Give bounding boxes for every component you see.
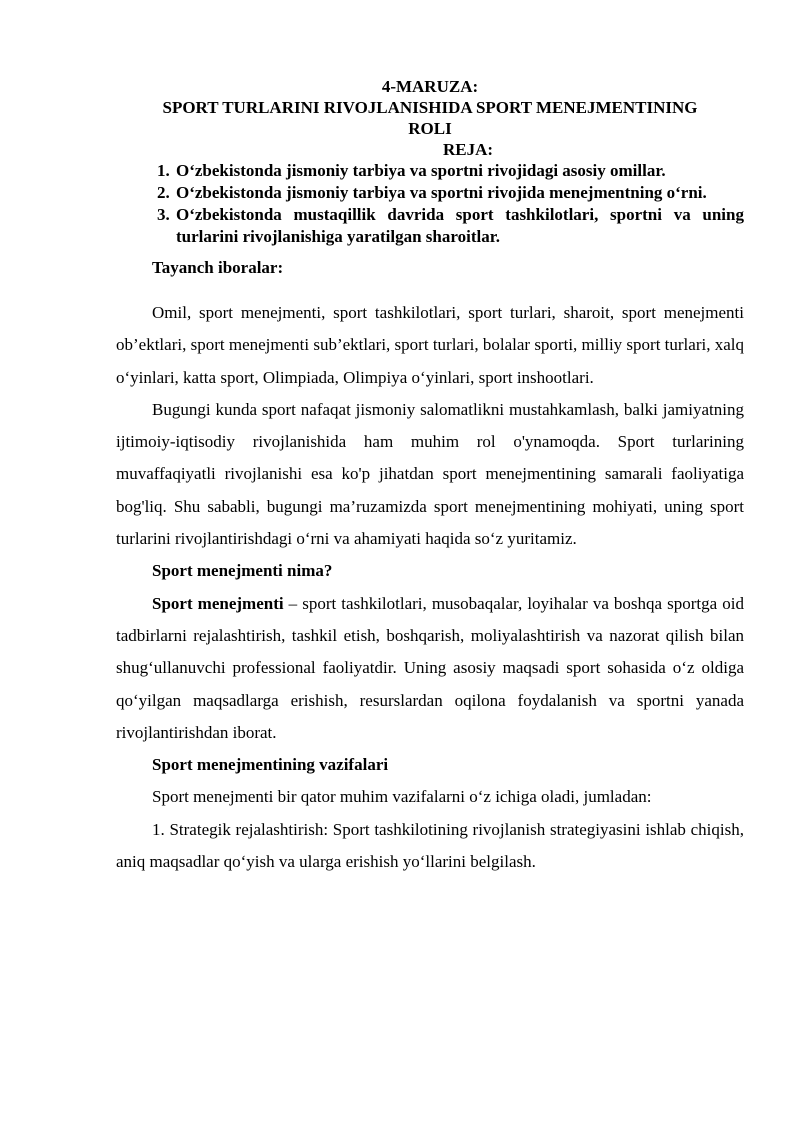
plan-item: 2. O‘zbekistonda jismoniy tarbiya va sportni rivojida menejmentning o‘rni. [174,182,744,204]
lecture-number: 4-MARUZA: [381,77,479,96]
lecture-title-line1: SPORT TURLARINI RIVOJLANISHIDA SPORT MENEJMENTINING [162,98,698,117]
plan-item: 3. O‘zbekistonda mustaqillik davrida sport tashkilotlari, sportni va uning turlarini rivojlanishiga yaratilgan sharoitlar. [174,204,744,248]
task-item-1: 1. Strategik rejalashtirish: Sport tashkilotining rivojlanish strategiyasini ishlab chiqish, aniq maqsadlar qo‘yish va ularga erishish yo‘llarini belgilash. [116,819,744,872]
definition-term: Sport menejmenti [152,593,284,613]
plan-item: 1. O‘zbekistonda jismoniy tarbiya va sportni rivojidagi asosiy omillar. [174,160,744,182]
tasks-intro: Sport menejmenti bir qator muhim vazifalarni o‘z ichiga oladi, jumladan: [152,787,652,807]
definition-paragraph [116,588,744,749]
lecture-title-line2: ROLI [408,119,452,138]
document-page [116,76,744,878]
intro-paragraph: Bugungi kunda sport nafaqat jismoniy salomatlikni mustahkamlash, balki jamiyatning ijtimoiy-iqtisodiy rivojlanishida ham muhim rol o'ynamoqda. Sport turlarining muvaffaqiyatli rivojlanishi esa ko'p jihatdan sport menejmentining samarali faoliyatiga bog'liq. Shu sababli, bugungi ma’ruzamizda sport menejmentining mohiyati, uning sport turlarini rivojlantirishdagi o‘rni va ahamiyati haqida so‘z yuritamiz. [116,399,744,549]
definition-text: – sport tashkilotlari, musobaqalar, loyihalar va boshqa sportga oid tadbirlarni rejalashtirish, tashkil etish, boshqarish, moliyalashtirish va nazorat qilish bilan shug‘ullanuvchi professional faoliyatdir. Uning asosiy maqsadi sport sohasida o‘z oldiga qo‘yilgan maqsadlarga erishish, resurslardan oqilona foydalanish va sportni yanada rivojlantirishdan iborat. [116,593,744,742]
plan-title: REJA: [442,140,494,159]
section-what-title: Sport menejmenti nima? [152,561,333,581]
plan-list [116,160,744,248]
keywords-title: Tayanch iboralar: [152,258,284,277]
keywords-text: Omil, sport menejmenti, sport tashkilotlari, sport turlari, sharoit, sport menejmenti ob’ektlari, sport menejmenti sub’ektlari, sport turlari, bolalar sporti, milliy sport turlari, xalq o‘yinlari, katta sport, Olimpiada, Olimpiya o‘yinlari, sport inshootlari. [116,303,744,387]
section-tasks-title: Sport menejmentining vazifalari [152,755,389,775]
